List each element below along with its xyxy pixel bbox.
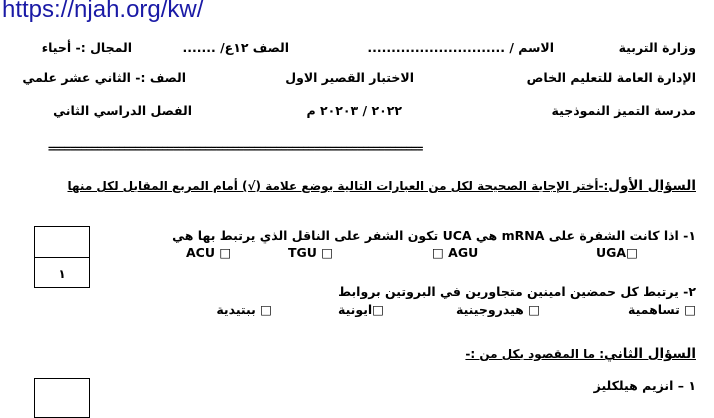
- watermark-url[interactable]: https://njah.org/kw/: [2, 0, 204, 23]
- q1-item2-option-covalent[interactable]: □ تساهمية: [628, 302, 696, 317]
- score-box-divider: [35, 257, 89, 258]
- q2-label: السؤال الثاني: [604, 346, 696, 362]
- header-subject-field: المجال :- أحياء: [41, 40, 132, 55]
- header-term: الفصل الدراسي الثاني: [53, 103, 192, 118]
- header-exam-title: الاختبار القصير الاول: [285, 70, 414, 85]
- q1-item2-option-peptide[interactable]: □ ببتيدية: [216, 302, 272, 317]
- q1-heading: [68, 178, 697, 194]
- q1-label: السؤال الأول: [608, 178, 696, 194]
- q1-item2-option-hydrogen[interactable]: □ هيدروجينية: [455, 302, 540, 317]
- q1-item2-text: ٢- يرتبط كل حمضين امينين متجاورين في البروتين بروابط: [338, 284, 696, 299]
- q1-instruction: :-أختر الإجابة الصحيحة لكل من العبارات التالية بوضع علامة (√) أمام المربع المقابل لكل منها: [67, 179, 609, 193]
- score-value: ١: [58, 267, 66, 281]
- q2-item1-text: ١ – انزيم هيلكليز: [593, 378, 696, 393]
- header-year: ٢٠٢٢ / ٢٠٢٠٣ م: [306, 103, 402, 118]
- separator-line: =====================================================================: [48, 142, 423, 155]
- q2-instruction: : ما المقصود بكل من :-: [465, 347, 605, 361]
- header-ministry: وزارة التربية: [618, 40, 696, 55]
- score-box-q2: [34, 378, 90, 418]
- q2-heading: [465, 346, 696, 362]
- header-grade: الصف :- الثاني عشر علمي: [22, 70, 186, 85]
- q1-item1-option-uga[interactable]: UGA□: [596, 245, 638, 260]
- score-box-q1: [34, 226, 90, 288]
- q1-item1-text: ١- اذا كانت الشفرة على mRNA هي UCA تكون الشفر على الناقل الذي يرتبط بها هي: [172, 228, 696, 243]
- q1-item1-option-acu[interactable]: ACU □: [186, 245, 232, 260]
- header-school: مدرسة التميز النموذجية: [551, 103, 696, 118]
- q1-item1-option-tgu[interactable]: TGU □: [288, 245, 334, 260]
- header-name-field: الاسم / .............................: [367, 40, 554, 55]
- q1-item2-option-ionic[interactable]: □ايونية: [337, 302, 384, 317]
- header-class-field: الصف ١٢ع/ .......: [182, 40, 289, 55]
- header-directorate: الإدارة العامة للتعليم الخاص: [526, 70, 696, 85]
- q1-item1-option-agu[interactable]: □ AGU: [432, 245, 479, 260]
